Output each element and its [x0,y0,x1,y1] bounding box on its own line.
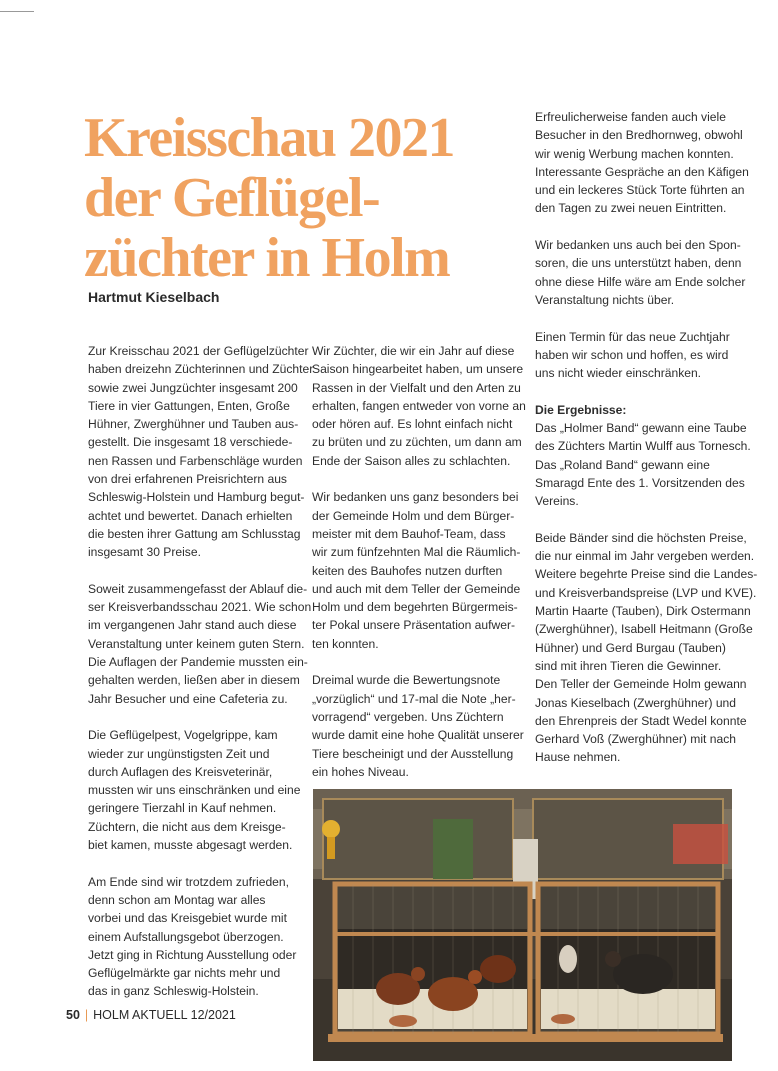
text-line: Rassen in der Vielfalt und den Arten zu [312,380,521,395]
text-line: von drei erfahrenen Preisrichtern aus [88,472,287,487]
page-footer [66,1008,236,1022]
text-line: Vereins. [535,494,579,509]
text-line: Interessante Gespräche an den Käfigen [535,164,749,179]
text-line: Hause nehmen. [535,750,621,765]
text-line: wieder zur ungünstigsten Zeit und [88,746,270,761]
paragraph [535,236,746,309]
text-line: und ein leckeres Stück Torte führten an [535,183,745,198]
text-line: ser Kreisverbandsschau 2021. Wie schon [88,600,312,615]
text-line: die nur einmal im Jahr vergeben werden. [535,549,755,564]
text-line: Veranstaltung nichts über. [535,292,675,307]
text-line: im vergangenen Jahr stand auch diese [88,618,297,633]
paragraph [535,108,749,218]
poultry-cages-photo [313,789,732,1061]
text-line: haben wir schon und hoffen, es wird [535,347,729,362]
text-line: durch Auflagen des Kreisveterinär, [88,764,273,779]
publication-name: HOLM AKTUELL 12/2021 [93,1008,236,1022]
text-line: Jetzt ging in Richtung Ausstellung oder [88,947,297,962]
text-line: Wir bedanken uns ganz besonders bei [312,490,519,505]
text-line: Hühner) und Gerd Burgau (Tauben) [535,640,726,655]
results-heading: Die Ergebnisse: [535,402,627,417]
text-line: den Ehrenpreis der Stadt Wedel konnte [535,713,747,728]
text-line: Martin Haarte (Tauben), Dirk Ostermann [535,604,751,619]
text-line: Am Ende sind wir trotzdem zufrieden, [88,874,289,889]
text-line: Hühner, Zwerghühner und Tauben aus- [88,417,299,432]
text-line: Wir bedanken uns auch bei den Spon- [535,238,741,253]
text-line: Tiere in vier Gattungen, Enten, Große [88,398,290,413]
text-line: und auch mit dem Teller der Gemeinde [312,581,521,596]
text-line: insgesamt 30 Preise. [88,545,201,560]
text-column-3 [535,108,758,785]
text-line: das in ganz Schleswig-Holstein. [88,984,259,999]
text-line: Zur Kreisschau 2021 der Geflügelzüchter [88,344,309,358]
crop-mark [0,11,34,12]
article-title [84,108,514,288]
text-line: sind mit ihren Tieren die Gewinner. [535,658,722,673]
text-line: und Kreisverbandspreise (LVP und KVE). [535,585,757,600]
text-line: die besten ihrer Gattung am Schlusstag [88,526,301,541]
text-line: Saison hingearbeitet haben, um unsere [312,362,524,377]
text-line: Den Teller der Gemeinde Holm gewann [535,677,747,692]
text-line: soren, die uns unterstützt haben, denn [535,256,742,271]
paragraph [535,529,758,767]
paragraph [312,488,521,653]
text-column-2 [312,342,526,799]
text-line: oder hören auf. Es lohnt einfach nicht [312,417,513,432]
footer-separator: | [84,1008,89,1022]
text-line: ten konnten. [312,636,379,651]
text-line: zu brüten und zu züchten, um dann am [312,435,522,450]
text-line: haben dreizehn Züchterinnen und Züchter [88,362,314,377]
text-line: „vorzüglich“ und 17-mal die Note „her- [312,691,516,706]
photo-illustration [313,789,732,1061]
text-line: (Zwerghühner), Isabell Heitmann (Große [535,622,753,637]
text-line: mussten wir uns einschränken und eine [88,783,301,798]
text-line: biet kamen, musste abgesagt werden. [88,838,293,853]
text-line: Erfreulicherweise fanden auch viele [535,110,726,124]
text-line: keiten des Bauhofes nutzen durften [312,563,503,578]
text-line: Jonas Kieselbach (Zwerghühner) und [535,695,737,710]
text-line: Ende der Saison alles zu schlachten. [312,453,511,468]
text-line: Smaragd Ente des 1. Vorsitzenden des [535,475,745,490]
paragraph [88,580,312,708]
text-line: Einen Termin für das neue Zuchtjahr [535,329,730,344]
text-line: wurde damit eine hohe Qualität unserer [312,728,524,743]
text-line: Dreimal wurde die Bewertungsnote [312,673,501,688]
paragraph [312,671,524,781]
text-line: Geflügelmärkte gar nichts mehr und [88,966,281,981]
text-line: Schleswig-Holstein und Hamburg begut- [88,490,305,505]
paragraph [88,873,298,1001]
text-line: Die Geflügelpest, Vogelgrippe, kam [88,728,278,743]
text-line: den Tagen zu zwei neuen Eintritten. [535,201,727,216]
text-line: Wir Züchter, die wir ein Jahr auf diese [312,344,515,358]
paragraph [88,726,301,854]
paragraph [535,328,740,383]
text-line: erhalten, fangen entweder von vorne an [312,398,526,413]
text-line: Das „Holmer Band“ gewann eine Taube [535,421,747,436]
title-line-2: der Geflügel- [84,167,380,229]
text-line: des Züchters Martin Wulff aus Tornesch. [535,439,751,454]
text-line: Jahr Besucher und eine Cafeteria zu. [88,691,288,706]
text-line: meister mit dem Bauhof-Team, dass [312,526,506,541]
text-line: gehalten werden, ließen aber in diesem [88,673,300,688]
text-line: der Gemeinde Holm und dem Bürger- [312,508,515,523]
text-line: nen Rassen und Farbenschläge wurden [88,453,303,468]
page-number: 50 [66,1008,80,1022]
text-line: ter Pokal unsere Präsentation aufwer- [312,618,516,633]
paragraph [312,342,526,470]
text-line: geringere Tierzahl in Kauf nehmen. [88,801,277,816]
text-line: sowie zwei Jungzüchter insgesamt 200 [88,380,298,395]
text-line: uns nicht wieder einschränken. [535,366,702,381]
text-line: Besucher in den Bredhornweg, obwohl [535,128,743,143]
article-author: Hartmut Kieselbach [88,289,220,305]
text-line: gestellt. Die insgesamt 18 verschiede- [88,435,293,450]
text-line: vorbei und das Kreisgebiet wurde mit [88,911,287,926]
text-line: vorragend“ vergeben. Uns Züchtern [312,709,504,724]
text-line: wir zum fünfzehnten Mal die Räumlich- [312,545,521,560]
text-line: denn schon am Montag war alles [88,892,266,907]
text-line: Tiere bescheinigt und der Ausstellung [312,746,514,761]
text-line: Gerhard Voß (Zwerghühner) mit nach [535,732,736,747]
text-line: Weitere begehrte Preise sind die Landes- [535,567,758,582]
text-line: Züchtern, die nicht aus dem Kreisge- [88,819,286,834]
text-line: ohne diese Hilfe wäre am Ende solcher [535,274,746,289]
text-column-1 [88,342,314,1019]
text-line: ein hohes Niveau. [312,764,409,779]
text-line: Veranstaltung unter keinem guten Stern. [88,636,305,651]
text-line: Die Auflagen der Pandemie mussten ein- [88,655,308,670]
text-line: Holm und dem begehrten Bürgermeis- [312,600,518,615]
paragraph [535,419,751,510]
text-line: Das „Roland Band“ gewann eine [535,457,710,472]
text-line: einem Aufstallungsgebot überzogen. [88,929,284,944]
title-line-1: Kreisschau 2021 [84,107,455,169]
text-line: Soweit zusammengefasst der Ablauf die- [88,581,308,596]
text-line: wir wenig Werbung machen konnten. [535,146,734,161]
title-line-3: züchter in Holm [84,227,450,289]
text-line: Beide Bänder sind die höchsten Preise, [535,530,747,545]
paragraph [88,342,314,562]
text-line: achtet und bewertet. Danach erhielten [88,508,293,523]
